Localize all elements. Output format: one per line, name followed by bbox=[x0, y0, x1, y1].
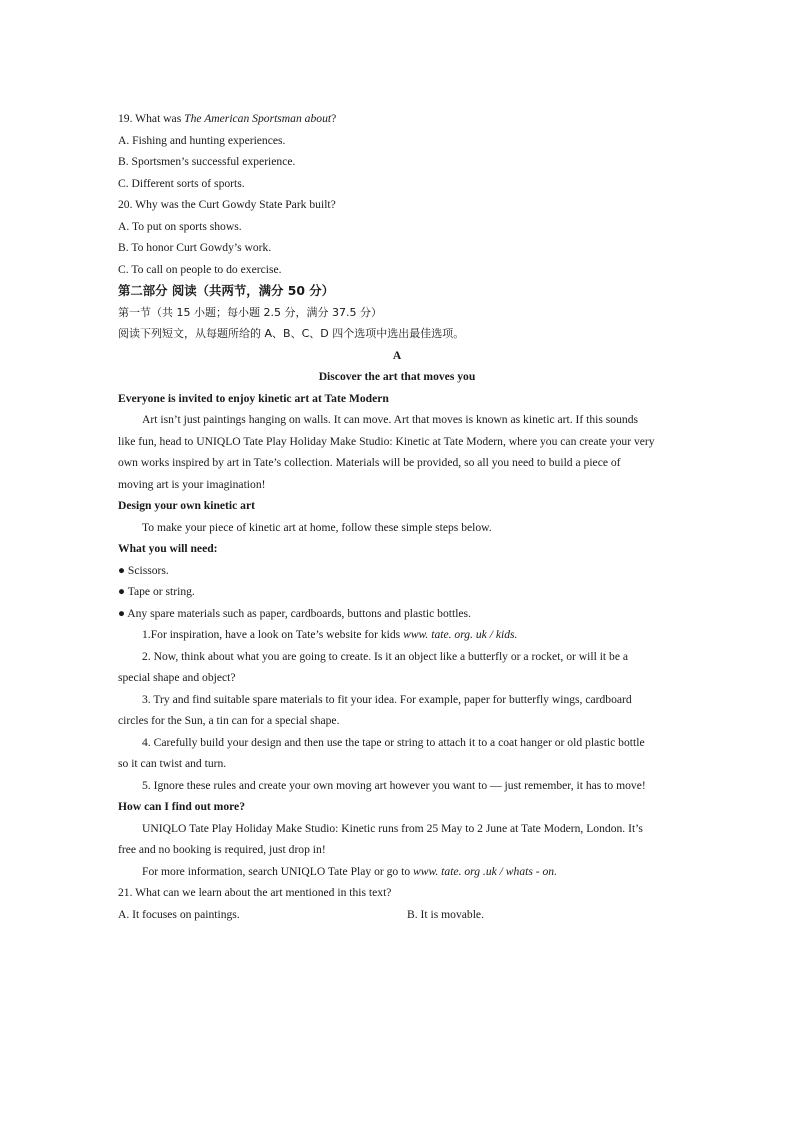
section1-heading: 第一节（共 15 小题；每小题 2.5 分，满分 37.5 分） bbox=[118, 306, 382, 319]
passage-title: Discover the art that moves you bbox=[318, 370, 476, 383]
paragraph-3-line: UNIQLO Tate Play Holiday Make Studio: Kinetic runs from 25 May to 2 June at Tate Modern, London. It’s bbox=[142, 822, 643, 835]
question-19-stem bbox=[118, 112, 684, 126]
q19-option-a: A. Fishing and hunting experiences. bbox=[118, 134, 286, 147]
q19-option-c: C. Different sorts of sports. bbox=[118, 177, 245, 190]
paragraph-1-line: Art isn’t just paintings hanging on walls. It can move. Art that moves is known as kinetic art. If this sounds bbox=[142, 413, 639, 426]
paragraph-4-text: For more information, search UNIQLO Tate Play or go to bbox=[142, 865, 414, 878]
q19-title-italic: The American Sportsman about bbox=[184, 112, 332, 125]
passage-subheading-3: What you will need: bbox=[118, 542, 218, 555]
q21-option-a: A. It focuses on paintings. bbox=[118, 908, 240, 921]
step-1 bbox=[142, 628, 684, 642]
paragraph-2: To make your piece of kinetic art at home, follow these simple steps below. bbox=[142, 521, 492, 534]
step-3-line: circles for the Sun, a tin can for a special shape. bbox=[118, 714, 340, 727]
materials-list-item: ● Any spare materials such as paper, cardboards, buttons and plastic bottles. bbox=[118, 607, 471, 620]
paragraph-4 bbox=[142, 865, 684, 879]
step-4-line: so it can twist and turn. bbox=[118, 757, 227, 770]
q20-option-a: A. To put on sports shows. bbox=[118, 220, 242, 233]
reading-instructions: 阅读下列短文，从每题所给的 A、B、C、D 四个选项中选出最佳选项。 bbox=[118, 327, 465, 340]
q20-option-c: C. To call on people to do exercise. bbox=[118, 263, 282, 276]
whats-on-url: www. tate. org .uk / whats - on. bbox=[413, 865, 558, 878]
passage-subheading-2: Design your own kinetic art bbox=[118, 499, 255, 512]
paragraph-1-line: own works inspired by art in Tate’s collection. Materials will be provided, so all you need to build a piece of bbox=[118, 456, 621, 469]
question-20-stem: 20. Why was the Curt Gowdy State Park built? bbox=[118, 198, 336, 211]
step-4-line: 4. Carefully build your design and then use the tape or string to attach it to a coat hanger or old plastic bottle bbox=[142, 736, 645, 749]
step-2-line: special shape and object? bbox=[118, 671, 236, 684]
passage-letter: A bbox=[392, 349, 402, 362]
step-2-line: 2. Now, think about what you are going to create. Is it an object like a butterfly or a rocket, or will it be a bbox=[142, 650, 629, 663]
question-21-stem: 21. What can we learn about the art mentioned in this text? bbox=[118, 886, 392, 899]
q21-option-b: B. It is movable. bbox=[407, 908, 484, 921]
step-5: 5. Ignore these rules and create your own moving art however you want to — just remember, it has to move! bbox=[142, 779, 646, 792]
passage-subheading-4: How can I find out more? bbox=[118, 800, 245, 813]
step-3-line: 3. Try and find suitable spare materials to fit your idea. For example, paper for butterfly wings, cardboard bbox=[142, 693, 632, 706]
materials-list-item: ● Scissors. bbox=[118, 564, 169, 577]
kids-website-url: www. tate. org. uk / kids. bbox=[403, 628, 518, 641]
q19-prefix: 19. What was bbox=[118, 112, 185, 125]
paragraph-1-line: moving art is your imagination! bbox=[118, 478, 266, 491]
q20-option-b: B. To honor Curt Gowdy’s work. bbox=[118, 241, 272, 254]
part2-heading: 第二部分 阅读（共两节，满分 50 分） bbox=[118, 283, 335, 298]
materials-list-item: ● Tape or string. bbox=[118, 585, 195, 598]
paragraph-3-line: free and no booking is required, just drop in! bbox=[118, 843, 326, 856]
step-1-text: 1.For inspiration, have a look on Tate’s website for kids bbox=[142, 628, 404, 641]
q19-option-b: B. Sportsmen’s successful experience. bbox=[118, 155, 296, 168]
paragraph-1-line: like fun, head to UNIQLO Tate Play Holiday Make Studio: Kinetic at Tate Modern, where you can create your very bbox=[118, 435, 655, 448]
q19-suffix: ? bbox=[331, 112, 337, 125]
passage-subheading-1: Everyone is invited to enjoy kinetic art at Tate Modern bbox=[118, 392, 389, 405]
